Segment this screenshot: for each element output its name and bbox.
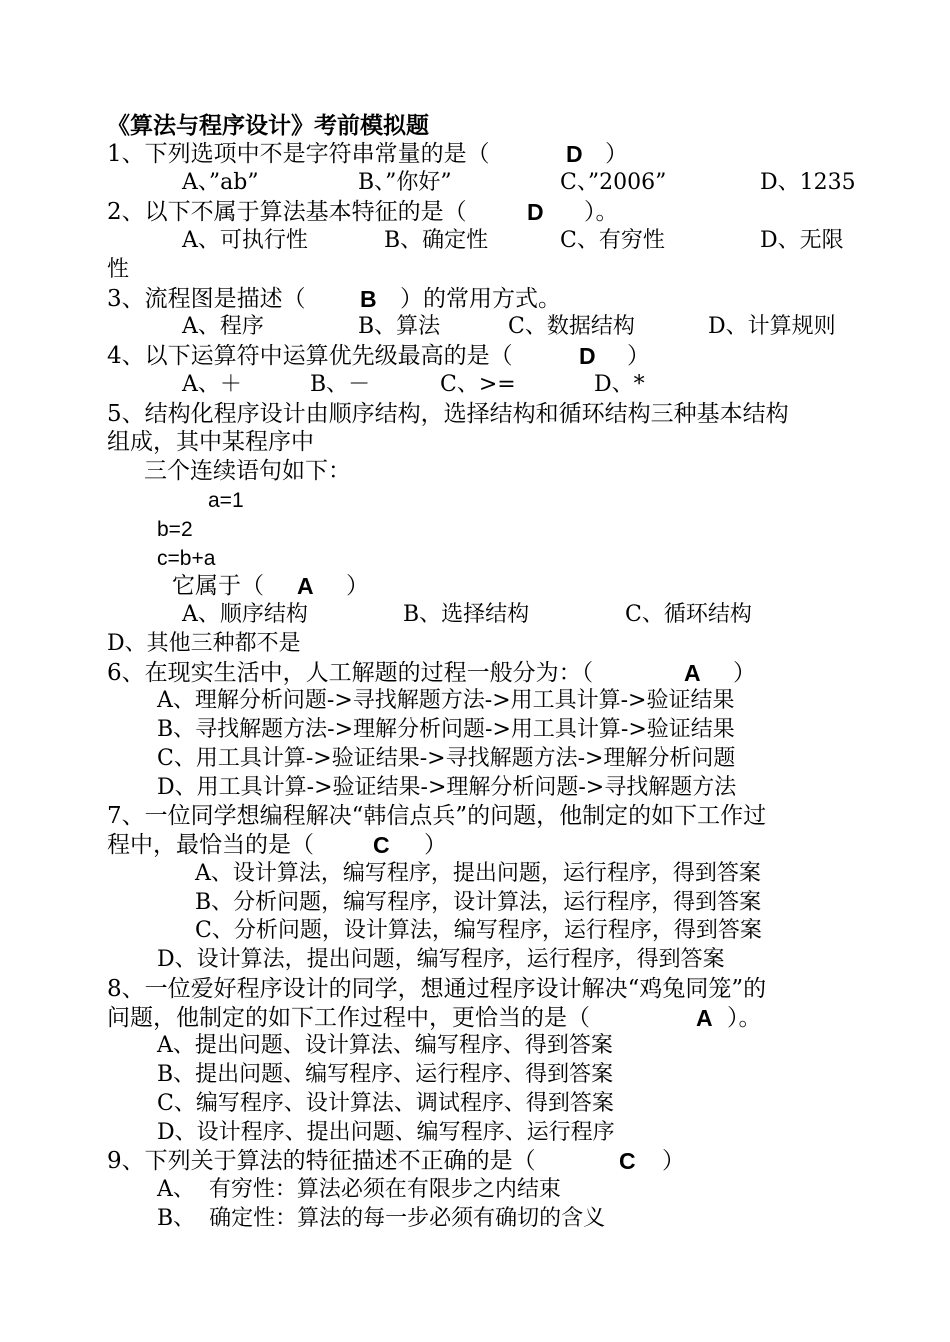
question-5-line-1: 5、结构化程序设计由顺序结构，选择结构和循环结构三种基本结构 xyxy=(107,401,789,427)
question-4-option-d: D、* xyxy=(594,372,645,397)
question-7-line-1: 7、一位同学想编程解决“韩信点兵”的问题，他制定的如下工作过 xyxy=(107,803,767,829)
question-3-option-a: A、程序 xyxy=(182,314,264,339)
question-7-option-c: C、分析问题，设计算法，编写程序，运行程序，得到答案 xyxy=(195,918,762,943)
question-2-close: ）。 xyxy=(584,199,619,225)
question-1-answer: D xyxy=(566,141,583,167)
question-6-close: ） xyxy=(733,660,756,686)
question-2-option-d: D、无限 xyxy=(760,228,844,253)
question-4-stem: 4、以下运算符中运算优先级最高的是（ xyxy=(107,343,513,369)
question-2-stem: 2、以下不属于算法基本特征的是（ xyxy=(107,199,467,225)
question-1-option-b: B、”你好” xyxy=(358,170,452,195)
question-5-code-line-2: b=2 xyxy=(157,518,193,541)
question-6-option-b: B、寻找解题方法->理解分析问题->用工具计算->验证结果 xyxy=(157,717,735,742)
question-2-answer: D xyxy=(527,199,544,225)
question-6-stem: 6、在现实生活中，人工解题的过程一般分为：（ xyxy=(107,660,594,686)
question-7-close: ） xyxy=(424,832,447,858)
question-8-line-1: 8、一位爱好程序设计的同学，想通过程序设计解决“鸡兔同笼”的 xyxy=(107,976,767,1002)
question-5-answer: A xyxy=(297,573,314,599)
question-4-option-c: C、>= xyxy=(440,372,516,397)
question-5-option-c: C、循环结构 xyxy=(625,602,752,627)
question-5-option-a: A、顺序结构 xyxy=(182,602,308,627)
question-8-option-b: B、提出问题、编写程序、运行程序、得到答案 xyxy=(157,1062,614,1087)
question-2-option-b: B、确定性 xyxy=(384,228,489,253)
question-7-option-b: B、分析问题，编写程序，设计算法，运行程序，得到答案 xyxy=(195,890,762,915)
question-2-option-c: C、有穷性 xyxy=(560,228,665,253)
question-1-stem: 1、下列选项中不是字符串常量的是（ xyxy=(107,141,490,167)
question-6-answer: A xyxy=(684,660,701,686)
question-9-stem: 9、下列关于算法的特征描述不正确的是（ xyxy=(107,1148,536,1174)
question-5-close: ） xyxy=(346,573,369,599)
question-6-option-d: D、用工具计算->验证结果->理解分析问题->寻找解题方法 xyxy=(157,775,737,800)
question-9-option-a: A、 有穷性：算法必须在有限步之内结束 xyxy=(157,1177,561,1202)
question-8-line-2: 问题，他制定的如下工作过程中，更恰当的是（ xyxy=(107,1005,590,1031)
question-3-stem: 3、流程图是描述（ xyxy=(107,286,306,312)
question-3-option-c: C、数据结构 xyxy=(508,314,635,339)
question-8-option-d: D、设计程序、提出问题、编写程序、运行程序 xyxy=(157,1120,615,1145)
question-7-option-d: D、设计算法，提出问题，编写程序，运行程序，得到答案 xyxy=(157,947,725,972)
question-5-belong: 它属于（ xyxy=(172,573,264,599)
question-8-answer: A xyxy=(696,1005,713,1031)
question-1-option-d: D、1235 xyxy=(760,170,856,195)
question-9-option-b: B、 确定性：算法的每一步必须有确切的含义 xyxy=(157,1206,606,1231)
question-9-close: ） xyxy=(662,1148,685,1174)
question-5-code-line-1: a=1 xyxy=(208,489,244,512)
question-1-option-a: A、”ab” xyxy=(182,170,259,195)
question-5-line-2: 组成，其中某程序中 xyxy=(107,429,314,455)
question-6-option-c: C、用工具计算->验证结果->寻找解题方法->理解分析问题 xyxy=(157,746,736,771)
question-5-code-line-3: c=b+a xyxy=(157,547,216,570)
question-5-option-b: B、选择结构 xyxy=(403,602,530,627)
question-6-option-a: A、理解分析问题->寻找解题方法->用工具计算->验证结果 xyxy=(157,688,735,713)
question-1-option-c: C、”2006” xyxy=(560,170,667,195)
question-4-option-b: B、－ xyxy=(310,372,371,397)
question-8-option-c: C、编写程序、设计算法、调试程序、得到答案 xyxy=(157,1091,614,1116)
question-5-line-3: 三个连续语句如下： xyxy=(144,458,351,484)
question-3-option-d: D、计算规则 xyxy=(708,314,836,339)
question-8-option-a: A、提出问题、设计算法、编写程序、得到答案 xyxy=(157,1033,613,1058)
question-7-answer: C xyxy=(373,832,390,858)
question-3-option-b: B、算法 xyxy=(358,314,441,339)
question-2-option-d-wrap: 性 xyxy=(107,257,130,282)
question-3-close: ）的常用方式。 xyxy=(400,286,561,312)
question-7-line-2: 程中，最恰当的是（ xyxy=(107,832,314,858)
question-4-close: ） xyxy=(627,343,650,369)
question-4-option-a: A、＋ xyxy=(182,372,242,397)
question-2-option-a: A、可执行性 xyxy=(182,228,308,253)
question-5-option-d: D、其他三种都不是 xyxy=(107,631,301,656)
question-8-close: ）。 xyxy=(727,1005,762,1031)
question-7-option-a: A、设计算法，编写程序，提出问题，运行程序，得到答案 xyxy=(195,861,761,886)
question-3-answer: B xyxy=(360,286,377,312)
question-4-answer: D xyxy=(579,343,596,369)
document-title: 《算法与程序设计》考前模拟题 xyxy=(107,112,429,139)
question-1-close: ） xyxy=(605,141,628,167)
question-9-answer: C xyxy=(619,1148,636,1174)
